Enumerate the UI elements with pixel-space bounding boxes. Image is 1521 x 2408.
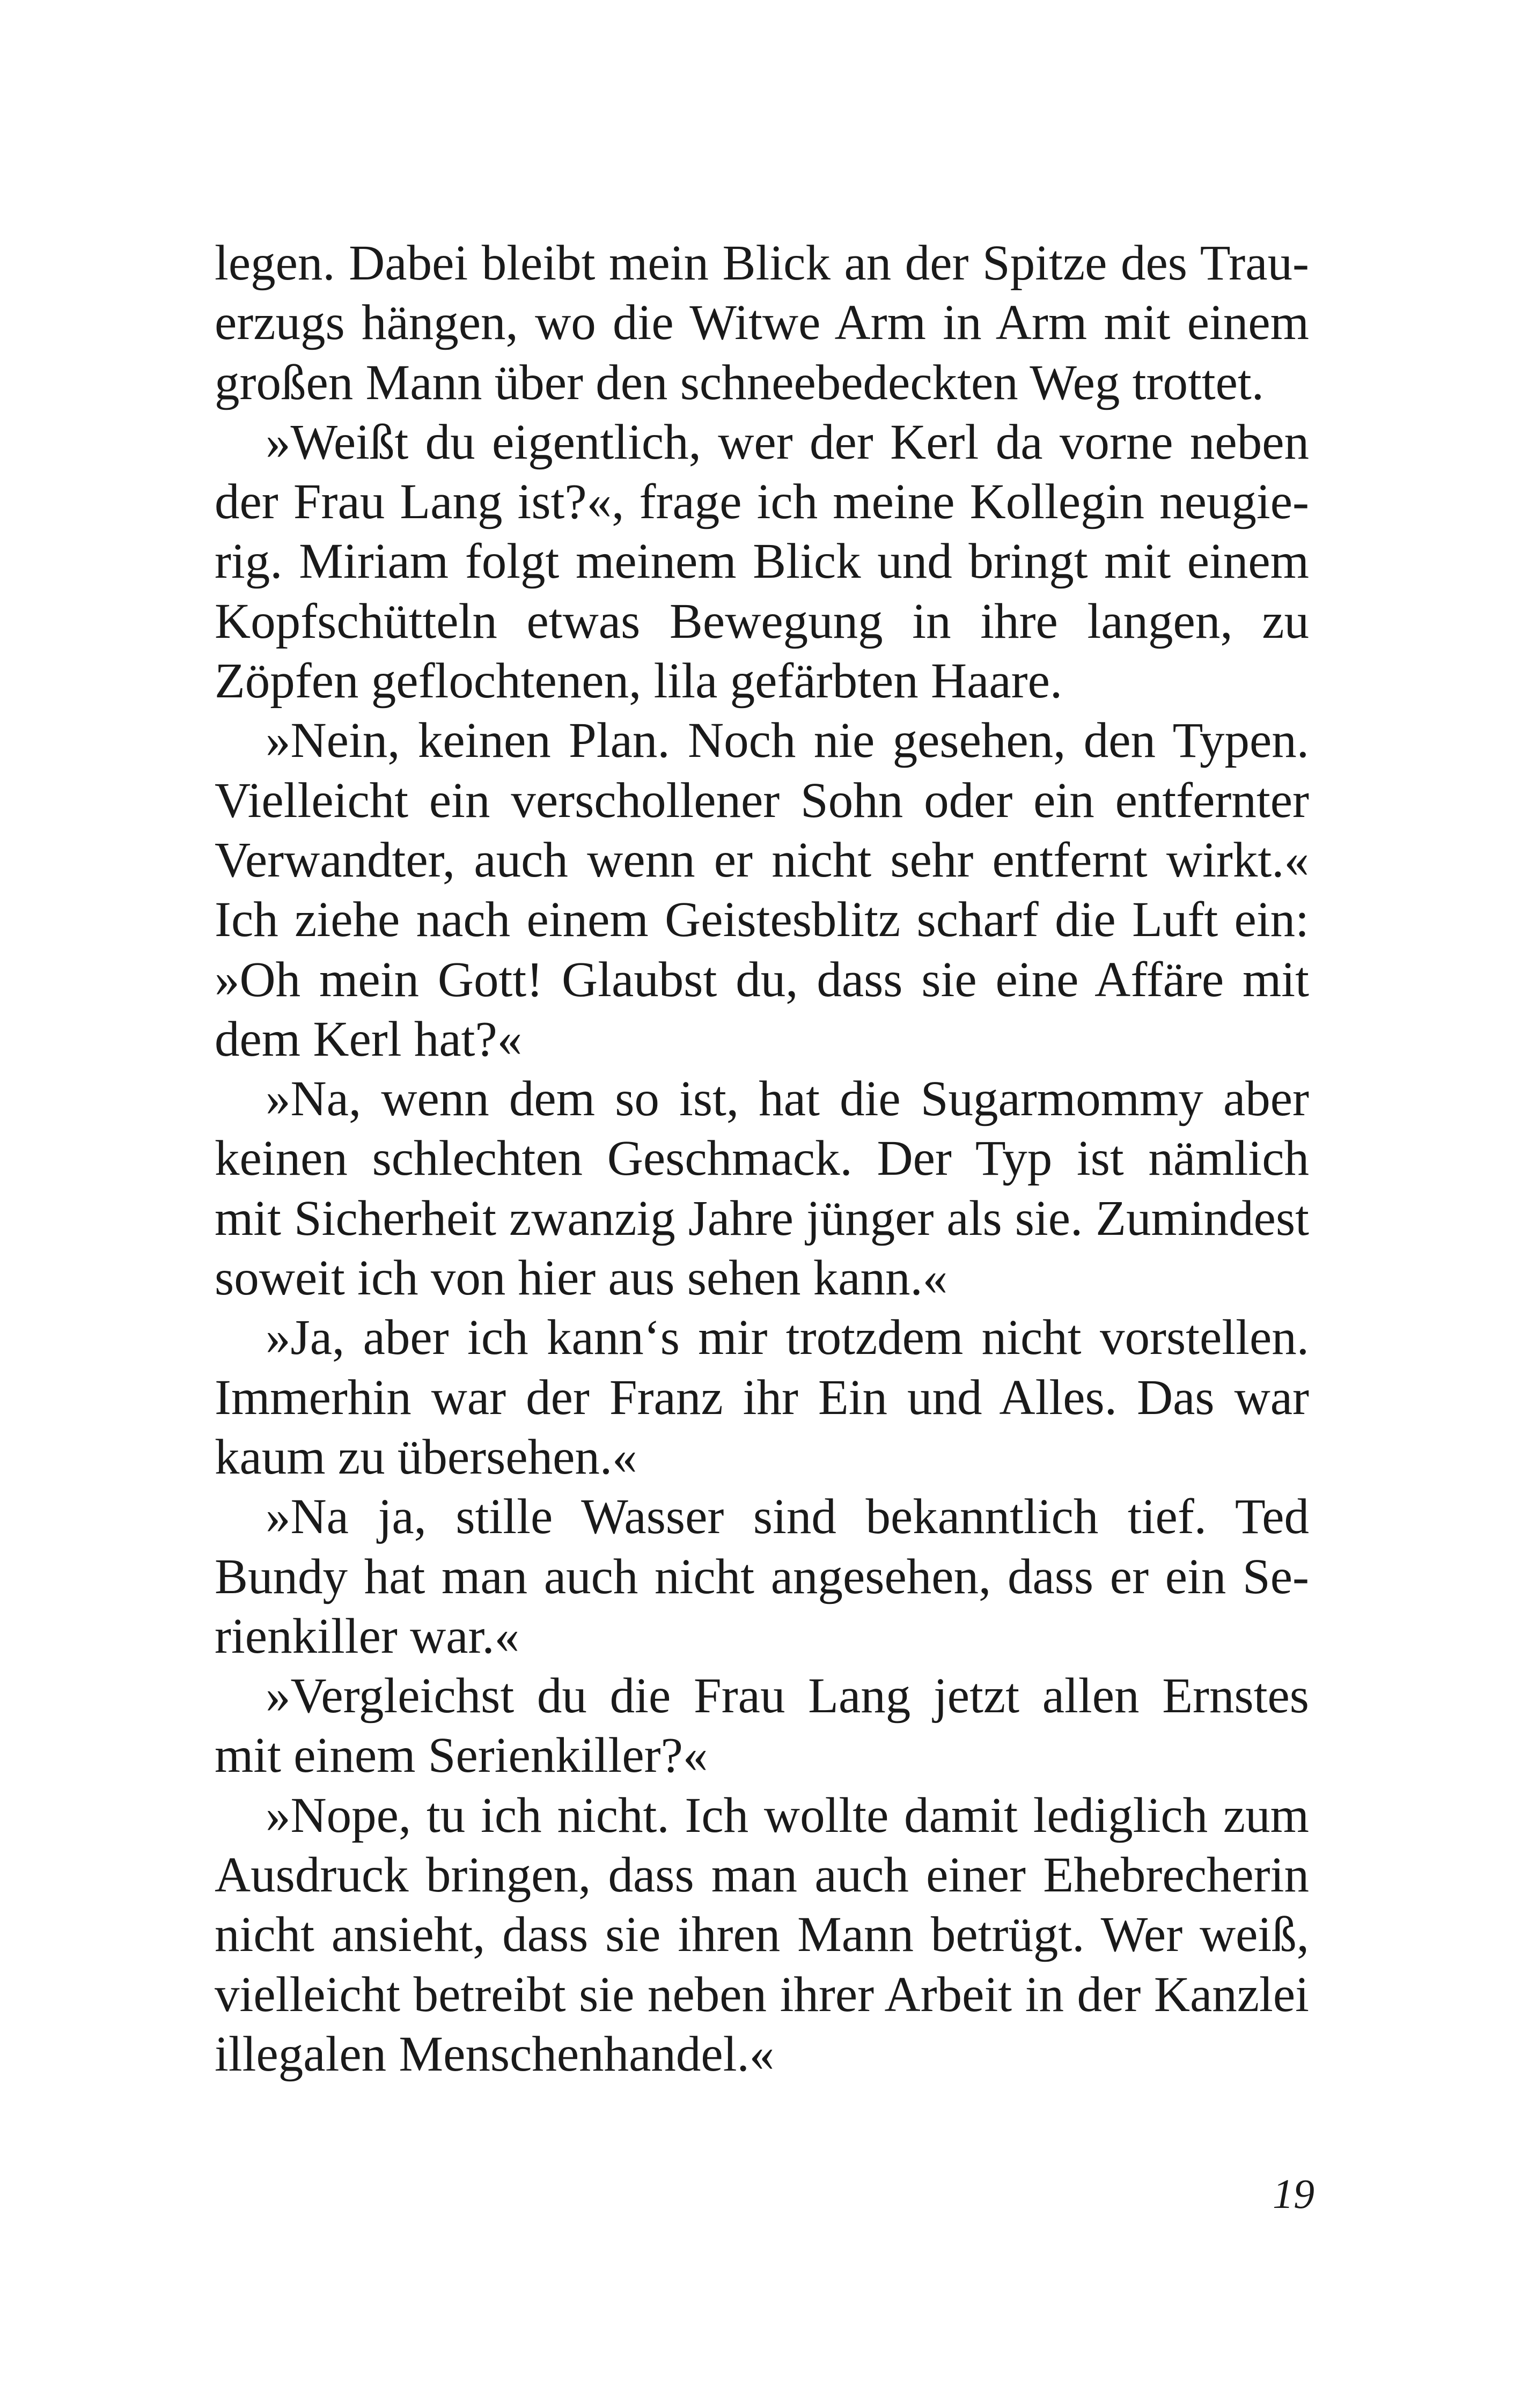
text-line: Immerhin war der Franz ihr Ein und Alles. Das war [215,1369,1309,1425]
text-line: »Na, wenn dem so ist, hat die Sugarmommy aber [266,1071,1309,1127]
text-line: dem Kerl hat?« [215,1011,523,1067]
text-line: Bundy hat man auch nicht angesehen, dass er ein Se- [215,1549,1309,1604]
text-line: vielleicht betreibt sie neben ihrer Arbeit in der Kanzlei [215,1967,1309,2022]
text-line: kaum zu übersehen.« [215,1429,637,1485]
text-line: mit Sicherheit zwanzig Jahre jünger als sie. Zumindest [215,1190,1309,1246]
text-line: keinen schlechten Geschmack. Der Typ ist nämlich [215,1131,1309,1187]
text-line: Kopfschütteln etwas Bewegung in ihre langen, zu [215,593,1309,649]
text-line: großen Mann über den schneebedeckten Weg trottet. [215,355,1264,410]
text-line: mit einem Serienkiller?« [215,1728,708,1784]
text-line: Verwandter, auch wenn er nicht sehr entfernt wirkt.« [215,832,1309,888]
text-line: »Nope, tu ich nicht. Ich wollte damit lediglich zum [266,1787,1309,1843]
body-text [215,233,1309,2084]
text-line: Zöpfen geflochtenen, lila gefärbten Haare. [215,653,1063,709]
text-line: »Oh mein Gott! Glaubst du, dass sie eine Affäre mit [215,952,1309,1007]
text-line: rig. Miriam folgt meinem Blick und bringt mit einem [215,534,1309,590]
text-line: nicht ansieht, dass sie ihren Mann betrügt. Wer weiß, [215,1907,1309,1963]
text-line: Vielleicht ein verschollener Sohn oder ein entfernter [215,772,1309,828]
text-line: »Nein, keinen Plan. Noch nie gesehen, den Typen. [266,713,1309,769]
text-line: illegalen Menschenhandel.« [215,2026,775,2082]
text-line: rienkiller war.« [215,1608,520,1664]
text-line: »Weißt du eigentlich, wer der Kerl da vorne neben [266,414,1309,470]
text-line: legen. Dabei bleibt mein Blick an der Spitze des Trau- [215,235,1309,291]
page-number: 19 [1273,2170,1314,2217]
text-line: Ich ziehe nach einem Geistesblitz scharf die Luft ein: [215,892,1309,948]
text-line: erzugs hängen, wo die Witwe Arm in Arm mit einem [215,295,1309,351]
text-line: soweit ich von hier aus sehen kann.« [215,1250,948,1306]
text-line: »Ja, aber ich kann‘s mir trotzdem nicht vorstellen. [266,1310,1309,1366]
text-line: der Frau Lang ist?«, frage ich meine Kollegin neugie- [215,474,1309,530]
text-line: »Na ja, stille Wasser sind bekanntlich tief. Ted [266,1489,1309,1545]
text-line: Ausdruck bringen, dass man auch einer Ehebrecherin [215,1847,1309,1903]
text-line: »Vergleichst du die Frau Lang jetzt allen Ernstes [266,1668,1309,1724]
